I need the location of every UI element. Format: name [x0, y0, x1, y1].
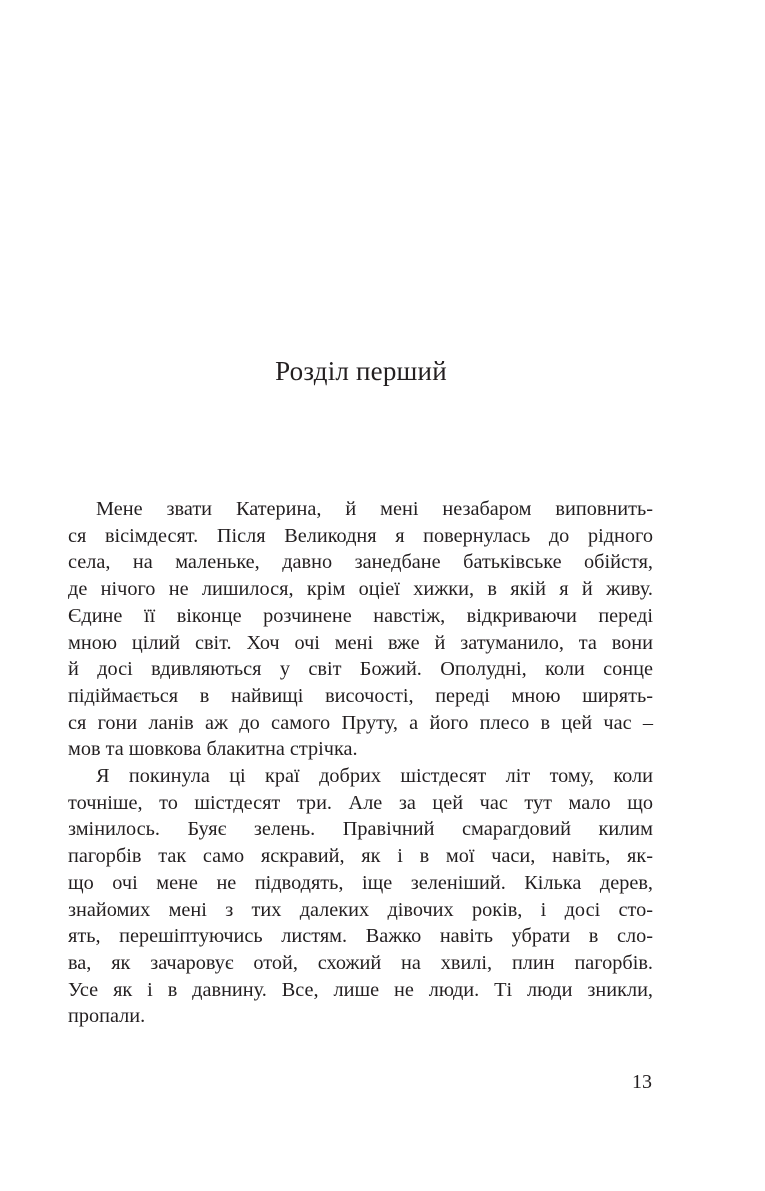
text-line: Я покинула ці краї добрих шістдесят літ тому, коли [96, 765, 653, 788]
text-line: підіймається в найвищі височості, переді мною ширять- [68, 684, 653, 707]
text-line: ва, як зачаровує отой, схожий на хвилі, плин пагорбів. [68, 951, 653, 974]
text-line: пропали. [68, 1005, 146, 1028]
text-line: ся гони ланів аж до самого Пруту, а його плесо в цей час – [68, 711, 653, 734]
text-line: ять, перешіптуючись листям. Важко навіть убрати в сло- [68, 925, 653, 948]
text-line: Єдине її віконце розчинене навстіж, відкриваючи переді [68, 604, 653, 627]
text-line: змінилось. Буяє зелень. Правічний смарагдовий килим [68, 818, 653, 841]
text-line: ся вісімдесят. Після Великодня я повернулась до рідного [68, 524, 653, 547]
text-line: Мене звати Катерина, й мені незабаром виповнить- [96, 498, 653, 520]
text-line: пагорбів так само яскравий, як і в мої часи, навіть, як- [68, 845, 653, 868]
text-line: що очі мене не підводять, іще зеленіший. Кілька дерев, [68, 871, 653, 894]
text-line: точніше, то шістдесят три. Але за цей час тут мало що [68, 791, 653, 814]
text-line: знайомих мені з тих далеких дівочих років, і досі сто- [68, 898, 653, 921]
paragraph-2 [68, 763, 653, 1030]
text-line: Усе як і в давнину. Все, лише не люди. Ті люди зникли, [68, 978, 653, 1001]
text-line: де нічого не лишилося, крім оціеї хижки, в якій я й живу. [68, 578, 653, 601]
chapter-title: Розділ перший [275, 356, 447, 386]
page-number: 13 [632, 1071, 652, 1093]
chapter-body [68, 496, 653, 1030]
text-line: мною цілий світ. Хоч очі мені вже й затуманило, та вони [68, 631, 653, 654]
text-line: й досі вдивляються у світ Божий. Опoлудні, коли сонце [68, 658, 653, 681]
paragraph-1 [68, 496, 653, 763]
text-line: мов та шовкова блакитна стрічка. [68, 738, 358, 761]
text-line: села, на маленьке, давно занедбане батьківське обійстя, [68, 551, 653, 574]
